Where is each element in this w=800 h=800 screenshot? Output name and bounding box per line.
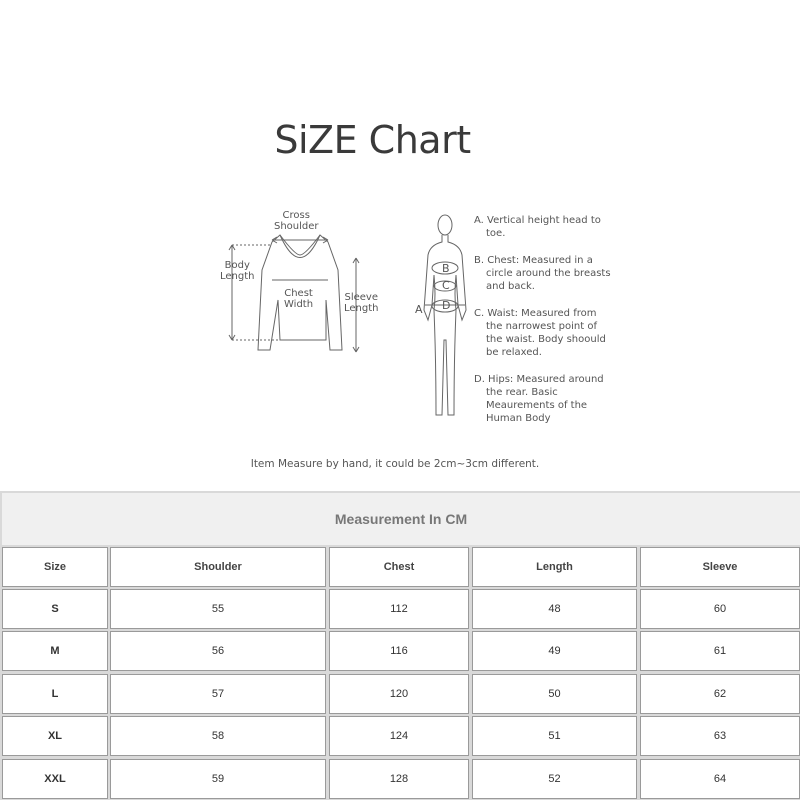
table-cell: 56 <box>110 631 326 671</box>
table-cell: 62 <box>640 674 800 714</box>
table-caption: Measurement In CM <box>2 493 800 545</box>
marker-d: D <box>442 299 451 312</box>
size-cell: L <box>2 674 108 714</box>
body-length-label: Body Length <box>220 260 255 282</box>
column-header: Size <box>2 547 108 587</box>
table-cell: 60 <box>640 589 800 629</box>
page-title: SiZE Chart <box>274 118 471 162</box>
size-cell: M <box>2 631 108 671</box>
size-cell: S <box>2 589 108 629</box>
legend-item: C. Waist: Measured from the narrowest point of the waist. Body shoould be relaxed. <box>474 308 606 358</box>
table-cell: 58 <box>110 716 326 756</box>
table-cell: 61 <box>640 631 800 671</box>
measurement-note: Item Measure by hand, it could be 2cm~3cm different. <box>250 458 540 470</box>
table-cell: 59 <box>110 759 326 799</box>
marker-b: B <box>442 262 450 275</box>
size-cell: XL <box>2 716 108 756</box>
table-cell: 48 <box>472 589 637 629</box>
table-cell: 49 <box>472 631 637 671</box>
table-cell: 52 <box>472 759 637 799</box>
cross-shoulder-label: Cross Shoulder <box>274 210 319 232</box>
measurement-legend <box>474 214 614 439</box>
legend-item: D. Hips: Measured around the rear. Basic Meaurements of the Human Body <box>474 374 604 424</box>
figure-head <box>438 215 452 235</box>
table-cell: 112 <box>329 589 469 629</box>
column-header: Sleeve <box>640 547 800 587</box>
table-cell: 57 <box>110 674 326 714</box>
table-cell: 120 <box>329 674 469 714</box>
chest-width-label: Chest Width <box>284 288 314 310</box>
table-cell: 50 <box>472 674 637 714</box>
column-header: Shoulder <box>110 547 326 587</box>
column-header: Length <box>472 547 637 587</box>
table-cell: 51 <box>472 716 637 756</box>
size-table <box>0 491 800 800</box>
table-cell: 55 <box>110 589 326 629</box>
table-cell: 64 <box>640 759 800 799</box>
marker-c: C <box>442 279 450 292</box>
legend-item: B. Chest: Measured in a circle around the breasts and back. <box>474 255 611 292</box>
table-cell: 63 <box>640 716 800 756</box>
measurement-diagram <box>210 200 610 440</box>
table-cell: 124 <box>329 716 469 756</box>
table-cell: 128 <box>329 759 469 799</box>
marker-a: A <box>415 303 423 316</box>
size-cell: XXL <box>2 759 108 799</box>
legend-item: A. Vertical height head to toe. <box>474 215 601 239</box>
table-cell: 116 <box>329 631 469 671</box>
sleeve-length-label: Sleeve Length <box>344 292 379 314</box>
column-header: Chest <box>329 547 469 587</box>
